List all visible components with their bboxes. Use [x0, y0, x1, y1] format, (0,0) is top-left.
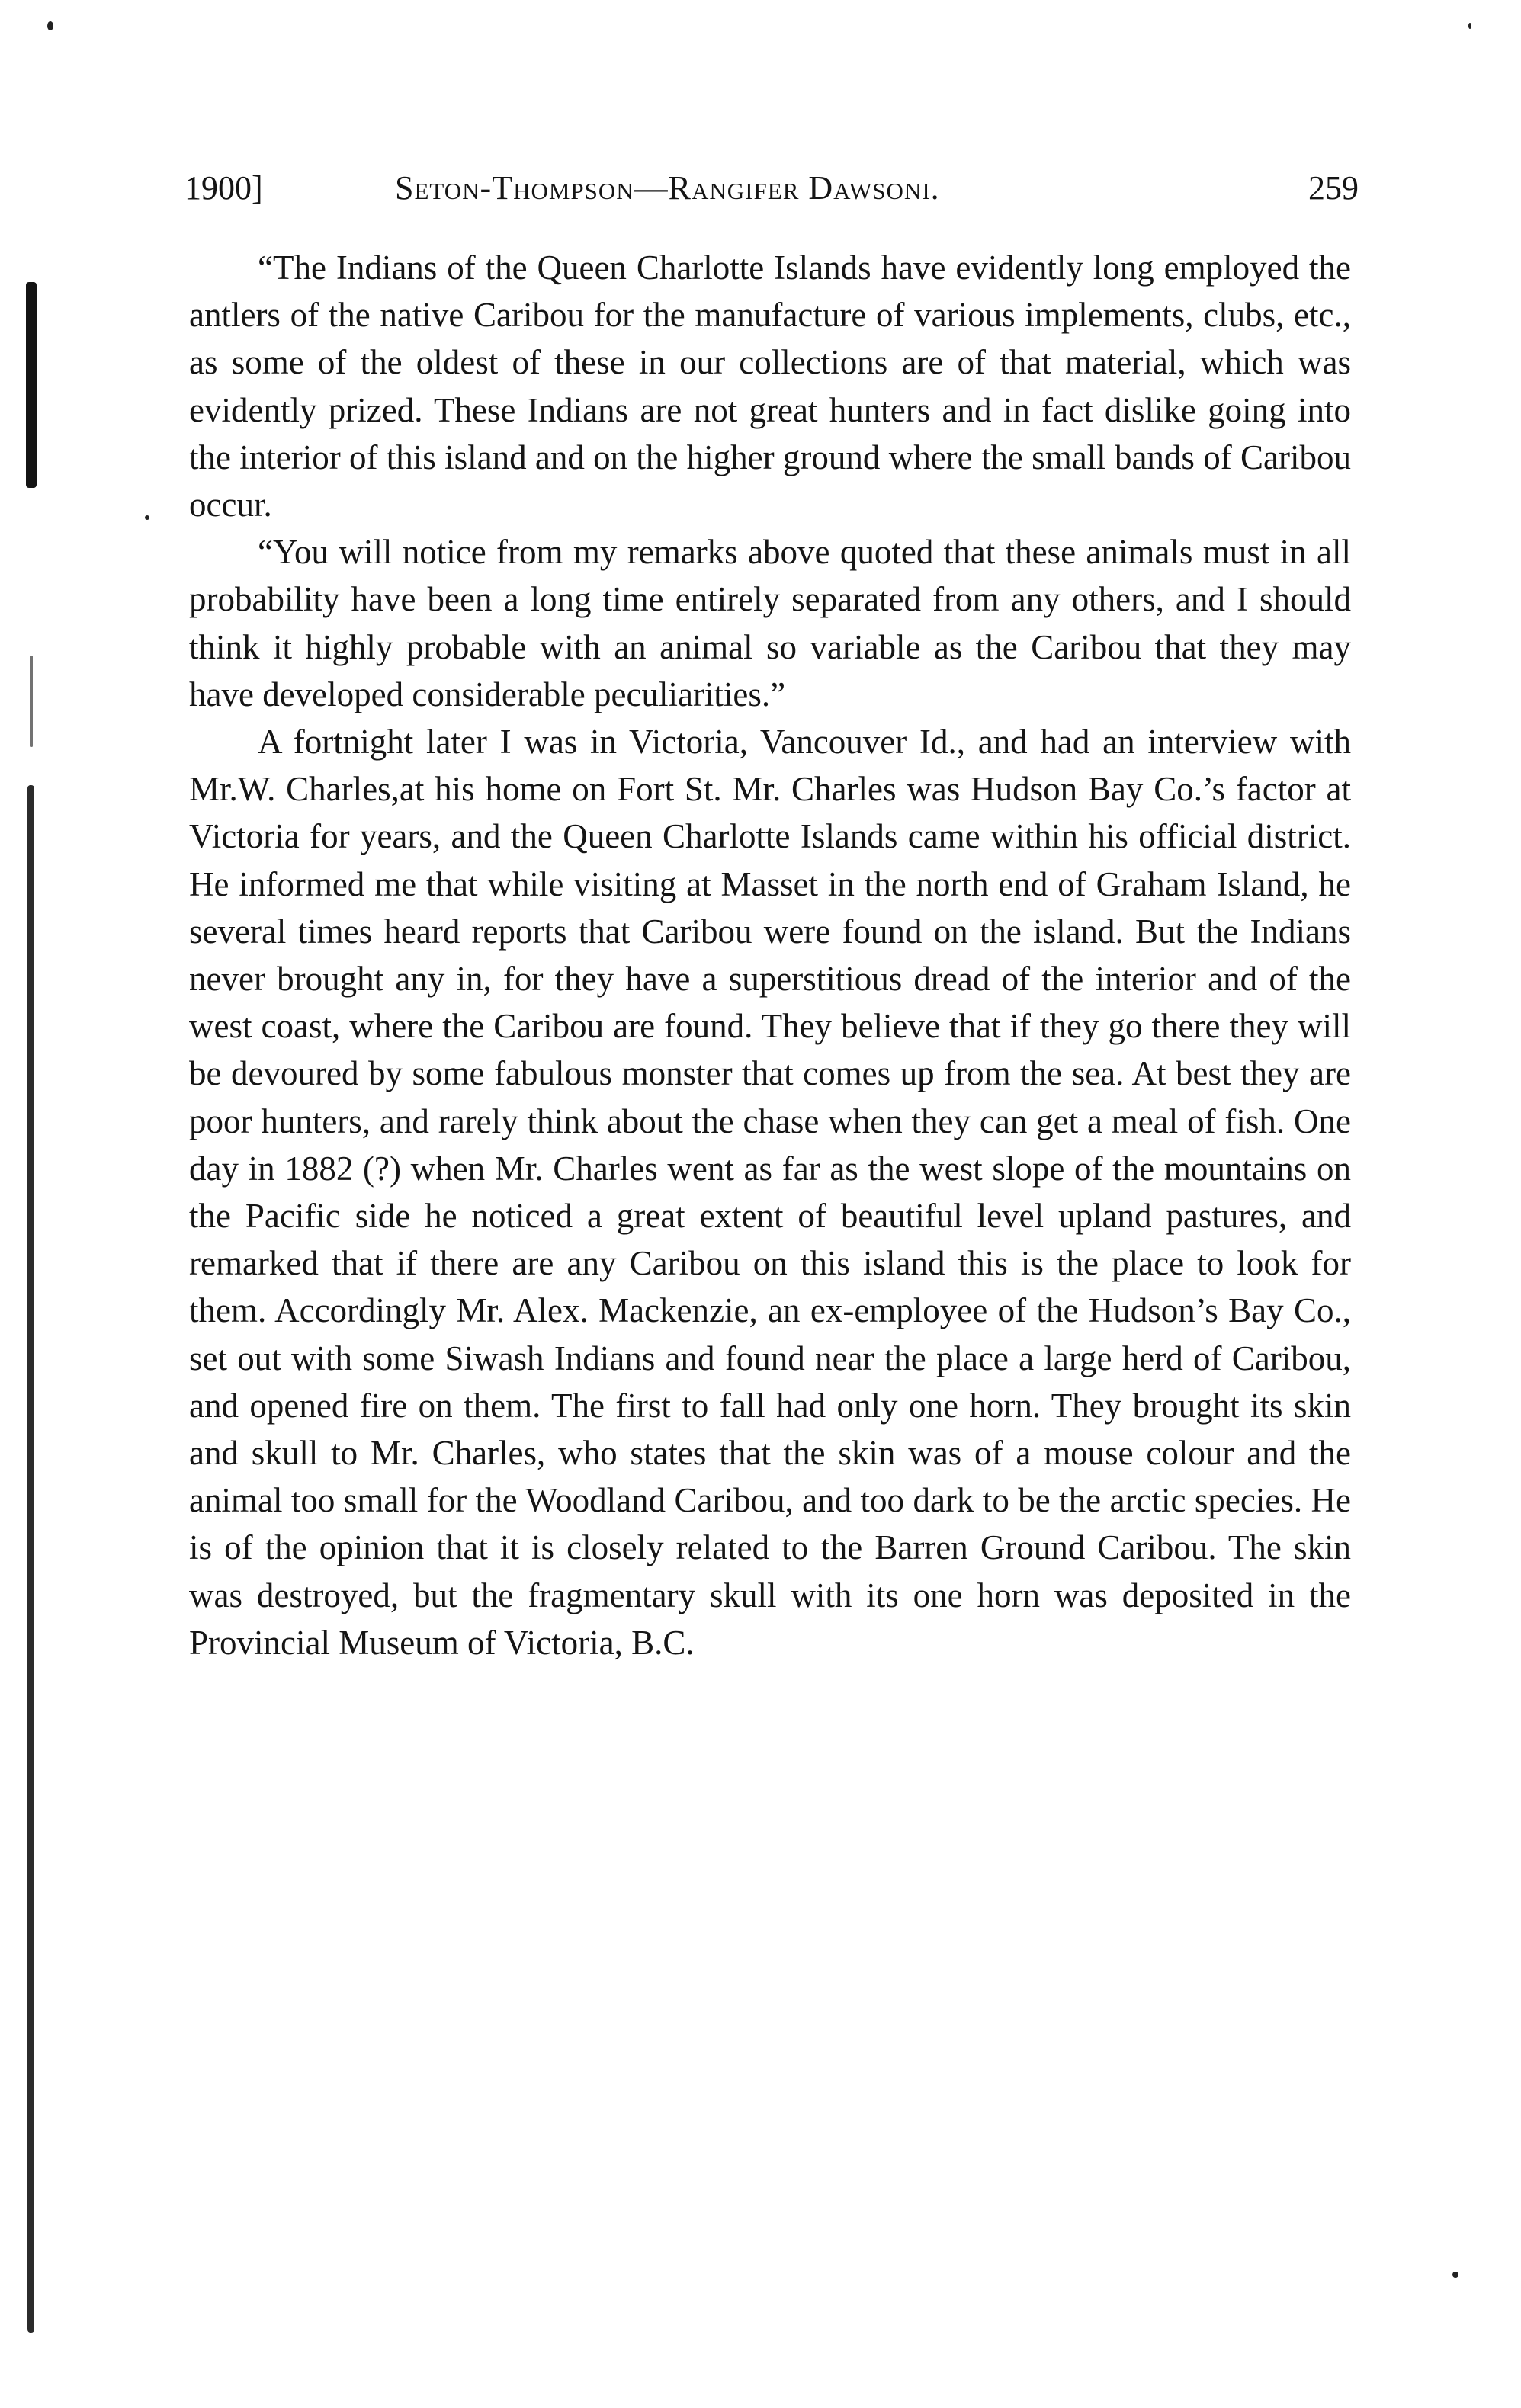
- scan-speck: [145, 515, 149, 520]
- scan-edge-mark: [26, 282, 37, 488]
- paragraph-victoria-interview: A fortnight later I was in Victoria, Vancouver Id., and had an interview with Mr.W. Charles,at his home on Fort St. Mr. Charles was Hudson Bay Co.’s factor at Victoria for years, and the Queen Charlotte Islands came within his official district. He informed me that while visiting at Masset in the north end of Graham Island, he several times heard reports that Caribou were found on the island. But the Indians never brought any in, for they have a superstitious dread of the interior and of the west coast, where the Caribou are found. They believe that if they go there they will be devoured by some fabulous monster that comes up from the sea. At best they are poor hunters, and rarely think about the chase when they can get a meal of fish. One day in 1882 (?) when Mr. Charles went as far as the west slope of the mountains on the Pacific side he noticed a great extent of beautiful level upland pastures, and remarked that if there are any Caribou on this island this is the place to look for them. Accordingly Mr. Alex. Mackenzie, an ex-employee of the Hudson’s Bay Co., set out with some Siwash Indians and found near the place a large herd of Caribou, and opened fire on them. The first to fall had only one horn. They brought its skin and skull to Mr. Charles, who states that the skin was of a mouse colour and the animal too small for the Woodland Caribou, and too dark to be the arctic species. He is of the opinion that it is closely related to the Barren Ground Caribou. The skin was destroyed, but the fragmentary skull with its one horn was deposited in the Provincial Museum of Victoria, B.C.: [189, 723, 1351, 1662]
- volume-year: 1900]: [185, 169, 263, 207]
- scan-edge-mark: [30, 656, 33, 747]
- body-text: [189, 244, 1351, 1666]
- paragraph-quote-indians: “The Indians of the Queen Charlotte Islands have evidently long employed the antlers of the native Caribou for the manufacture of various implements, clubs, etc., as some of the oldest of these in our collections are of that material, which was evidently prized. These Indians are not great hunters and in fact dislike going into the interior of this island and on the higher ground where the small bands of Caribou occur.: [189, 248, 1351, 524]
- scan-speck: [1452, 2272, 1458, 2278]
- paragraph-quote-separation: “You will notice from my remarks above quoted that these animals must in all probability have been a long time entirely separated from any others, and I should think it highly probable with an animal so variable as the Caribou that they may have developed considerable peculiarities.”: [189, 533, 1351, 713]
- page-header: [185, 162, 1359, 215]
- scan-speck: [1468, 23, 1471, 29]
- page-number: 259: [1308, 169, 1359, 207]
- running-title: Seton-Thompson—Rangifer Dawsoni.: [395, 169, 940, 207]
- scan-edge-mark: [27, 785, 34, 2333]
- scan-speck: [47, 21, 53, 30]
